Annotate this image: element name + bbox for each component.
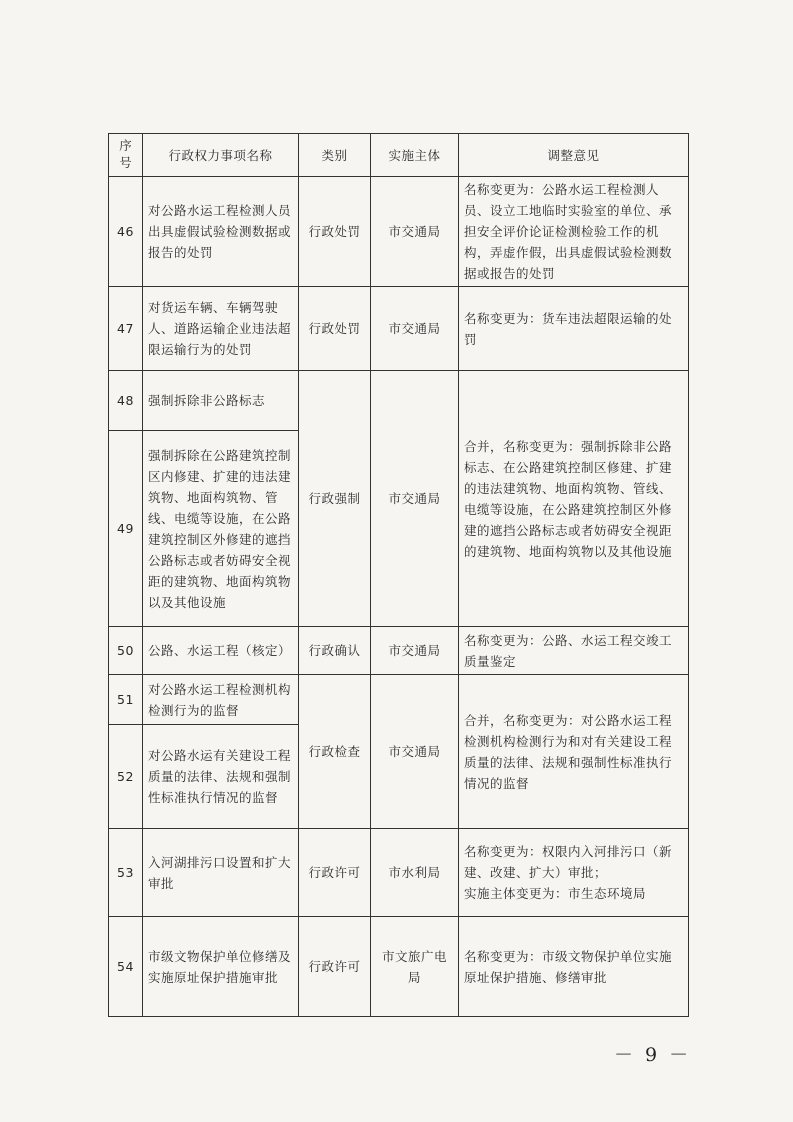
row-category: 行政确认 <box>299 627 371 675</box>
row-name: 公路、水运工程（核定） <box>143 627 299 675</box>
row-agency: 市水利局 <box>371 829 459 917</box>
row-num: 52 <box>109 725 143 829</box>
header-agency: 实施主体 <box>371 134 459 177</box>
row-name: 强制拆除在公路建筑控制区内修建、扩建的违法建筑物、地面构筑物、管线、电缆等设施，在公路建筑控制区外修建的遮挡公路标志或者妨碍安全视距的建筑物、地面构筑物以及其他设施 <box>143 431 299 627</box>
row-remark <box>459 829 689 917</box>
row-name: 强制拆除非公路标志 <box>143 371 299 431</box>
adjustment-table <box>108 133 689 1017</box>
row-num: 53 <box>109 829 143 917</box>
table-row <box>109 177 689 287</box>
row-agency: 市交通局 <box>371 371 459 627</box>
row-remark: 合并，名称变更为：强制拆除非公路标志、在公路建筑控制区修建、扩建的违法建筑物、地面构筑物、管线、电缆等设施，在公路建筑控制区外修建的遮挡公路标志或者妨碍安全视距的建筑物、地面构筑物以及其他设施 <box>459 371 689 627</box>
row-category: 行政许可 <box>299 917 371 1017</box>
row-name: 对公路水运有关建设工程质量的法律、法规和强制性标准执行情况的监督 <box>143 725 299 829</box>
row-remark: 名称变更为：货车违法超限运输的处罚 <box>459 287 689 371</box>
header-num: 序号 <box>109 134 143 177</box>
header-name: 行政权力事项名称 <box>143 134 299 177</box>
row-name: 对公路水运工程检测人员出具虚假试验检测数据或报告的处罚 <box>143 177 299 287</box>
remark-line: 实施主体变更为：市生态环境局 <box>464 886 647 901</box>
table-header-row <box>109 134 689 177</box>
page-number: － 9 － <box>614 1044 692 1066</box>
row-agency: 市交通局 <box>371 675 459 829</box>
row-num: 54 <box>109 917 143 1017</box>
table-row <box>109 675 689 725</box>
remark-line: 名称变更为：权限内入河排污口（新建、改建、扩大）审批； <box>464 844 673 880</box>
row-category: 行政许可 <box>299 829 371 917</box>
row-remark: 名称变更为：市级文物保护单位实施原址保护措施、修缮审批 <box>459 917 689 1017</box>
row-num: 46 <box>109 177 143 287</box>
row-agency: 市交通局 <box>371 287 459 371</box>
table-row <box>109 917 689 1017</box>
table-row <box>109 829 689 917</box>
table-row <box>109 627 689 675</box>
row-agency: 市交通局 <box>371 627 459 675</box>
row-remark: 合并，名称变更为：对公路水运工程检测机构检测行为和对有关建设工程质量的法律、法规和强制性标准执行情况的监督 <box>459 675 689 829</box>
row-remark: 名称变更为：公路、水运工程交竣工质量鉴定 <box>459 627 689 675</box>
table-row <box>109 287 689 371</box>
row-num: 50 <box>109 627 143 675</box>
table-row <box>109 371 689 431</box>
row-num: 51 <box>109 675 143 725</box>
row-category: 行政处罚 <box>299 287 371 371</box>
row-num: 47 <box>109 287 143 371</box>
row-name: 对货运车辆、车辆驾驶人、道路运输企业违法超限运输行为的处罚 <box>143 287 299 371</box>
row-remark: 名称变更为：公路水运工程检测人员、设立工地临时实验室的单位、承担安全评价论证检测检验工作的机构，弄虚作假，出具虚假试验检测数据或报告的处罚 <box>459 177 689 287</box>
header-category: 类别 <box>299 134 371 177</box>
row-category: 行政检查 <box>299 675 371 829</box>
row-name: 市级文物保护单位修缮及实施原址保护措施审批 <box>143 917 299 1017</box>
row-name: 对公路水运工程检测机构检测行为的监督 <box>143 675 299 725</box>
row-name: 入河湖排污口设置和扩大审批 <box>143 829 299 917</box>
row-num: 48 <box>109 371 143 431</box>
header-remark: 调整意见 <box>459 134 689 177</box>
row-agency: 市文旅广电局 <box>371 917 459 1017</box>
row-category: 行政处罚 <box>299 177 371 287</box>
row-agency: 市交通局 <box>371 177 459 287</box>
row-category: 行政强制 <box>299 371 371 627</box>
row-num: 49 <box>109 431 143 627</box>
